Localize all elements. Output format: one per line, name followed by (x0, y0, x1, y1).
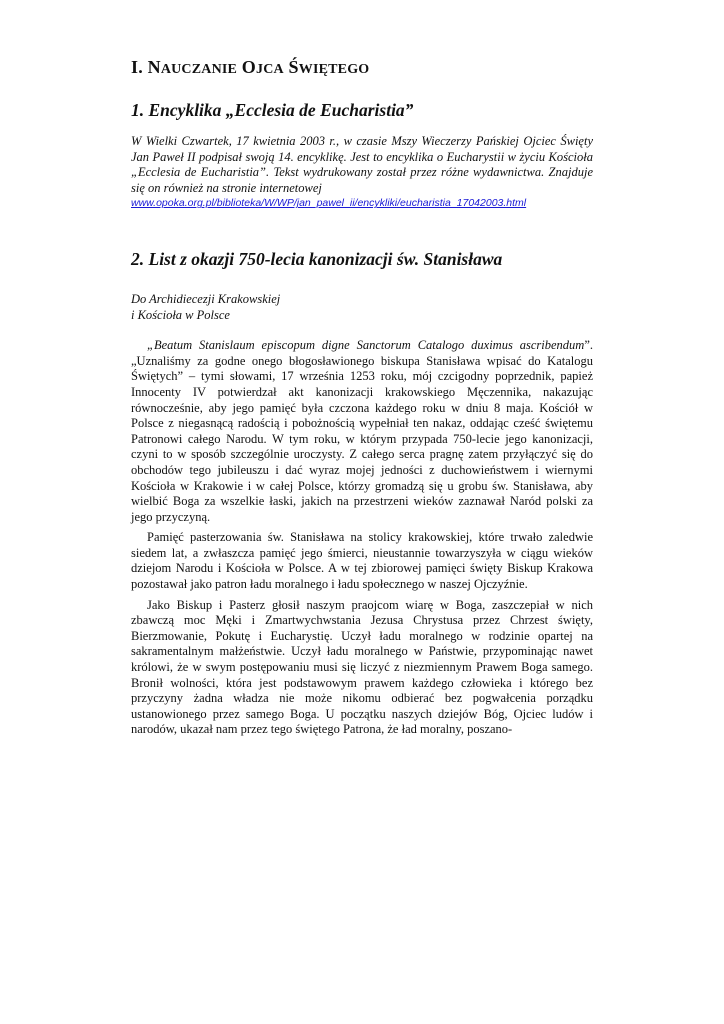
encyclical-heading: 1. Encyklika „Ecclesia de Eucharistia” (131, 100, 414, 120)
document-page (131, 56, 593, 738)
section-title-part: WIĘTEGO (298, 62, 370, 77)
letter-paragraph-1 (131, 338, 593, 525)
section-title-part: I. N (131, 57, 161, 77)
section-title-part: JCA (256, 62, 284, 77)
letter-address (131, 292, 593, 323)
section-title-part: Ś (283, 57, 299, 77)
section-title (131, 56, 593, 81)
encyclical-intro (131, 134, 593, 212)
section-title-part: AUCZANIE (160, 62, 238, 77)
paragraph-1-text: ”. „Uznaliśmy za godne onego błogosławionego biskupa Stanisława wpisać do Katalogu Świętych” – tymi słowami, 17 września 1253 roku, mój czcigodny poprzednik, papież Innocenty IV potwierdzał akt kanonizacji krakowskiego Męczennika, nakazując równocześnie, aby jego pamięć była czczona każdego roku w dniu 8 maja. Kościół w Polsce z niegasnącą radością i pobożnością wypełniał ten nakaz, oddając cześć świętemu Patronowi całego Narodu. W tym roku, w którym przypada 750-lecie jego kanonizacji, czyni to w sposób szczególnie uroczysty. Z całego serca pragnę zatem przyłączyć się do obchodów tego jubileuszu i dać wyraz mojej jedności z duchowieństwem i wiernymi Kościoła w Krakowie i w całej Polsce, którzy gromadzą się u grobu św. Stanisława, aby wielbić Boga za wszelkie łaski, jakich na przestrzeni wieków zaznawał Naród polski za jego przyczyną. (131, 338, 593, 524)
section-title-part: O (237, 57, 256, 77)
encyclical-link[interactable]: www.opoka.org.pl/biblioteka/W/WP/jan_pawel_ii/encykliki/eucharistia_17042003.html (131, 197, 527, 210)
letter-paragraph-3: Jako Biskup i Pasterz głosił naszym praojcom wiarę w Boga, zaszczepiał w nich zbawczą moc Męki i Zmartwychwstania Jezusa Chrystusa przez Chrzest święty, Bierzmowanie, Pokutę i Eucharystię. Uczył ładu moralnego w rodzinie opartej na sakramentalnym małżeństwie. Uczył ładu moralnego w Państwie, przypominając nawet królowi, że w swym postępowaniu musi się liczyć z niezmiennym Prawem Boga samego. Bronił wolności, która jest podstawowym prawem każdego człowieka i którego bez przyczyny żadna władza nie może nikomu odbierać bez pogwałcenia porządku ustanowionego przez samego Boga. U początku naszych dziejów Bóg, Ojciec ludów i narodów, ukazał nam przez tego świętego Patrona, że ład moralny, poszano- (131, 597, 593, 737)
address-line-1: Do Archidiecezji Krakowskiej (131, 291, 281, 306)
latin-quote: „Beatum Stanislaum episcopum digne Sanctorum Catalogo duximus ascribendum (147, 338, 585, 353)
letter-paragraph-2: Pamięć pasterzowania św. Stanisława na stolicy krakowskiej, które trwało zaledwie siedem lat, a zwłaszcza pamięć jego śmierci, nieustannie towarzyszyła w ciągu wieków dziejom Narodu i Kościoła w Polsce. A w tej zbiorowej pamięci święty Biskup Krakowa pozostawał jako patron ładu moralnego i ładu społecznego w naszej Ojczyźnie. (131, 530, 593, 592)
encyclical-intro-text: W Wielki Czwartek, 17 kwietnia 2003 r., w czasie Mszy Wieczerzy Pańskiej Ojciec Święty Jan Paweł II podpisał swoją 14. encyklikę. Jest to encyklika o Eucharystii w życiu Kościoła „Ecclesia de Eucharistia”. Tekst wydrukowany został przez różne wydawnictwa. Znajduje się on również na stronie internetowej (131, 134, 593, 195)
letter-heading: 2. List z okazji 750-lecia kanonizacji św. Stanisława (131, 248, 503, 269)
address-line-2: i Kościoła w Polsce (131, 307, 230, 322)
